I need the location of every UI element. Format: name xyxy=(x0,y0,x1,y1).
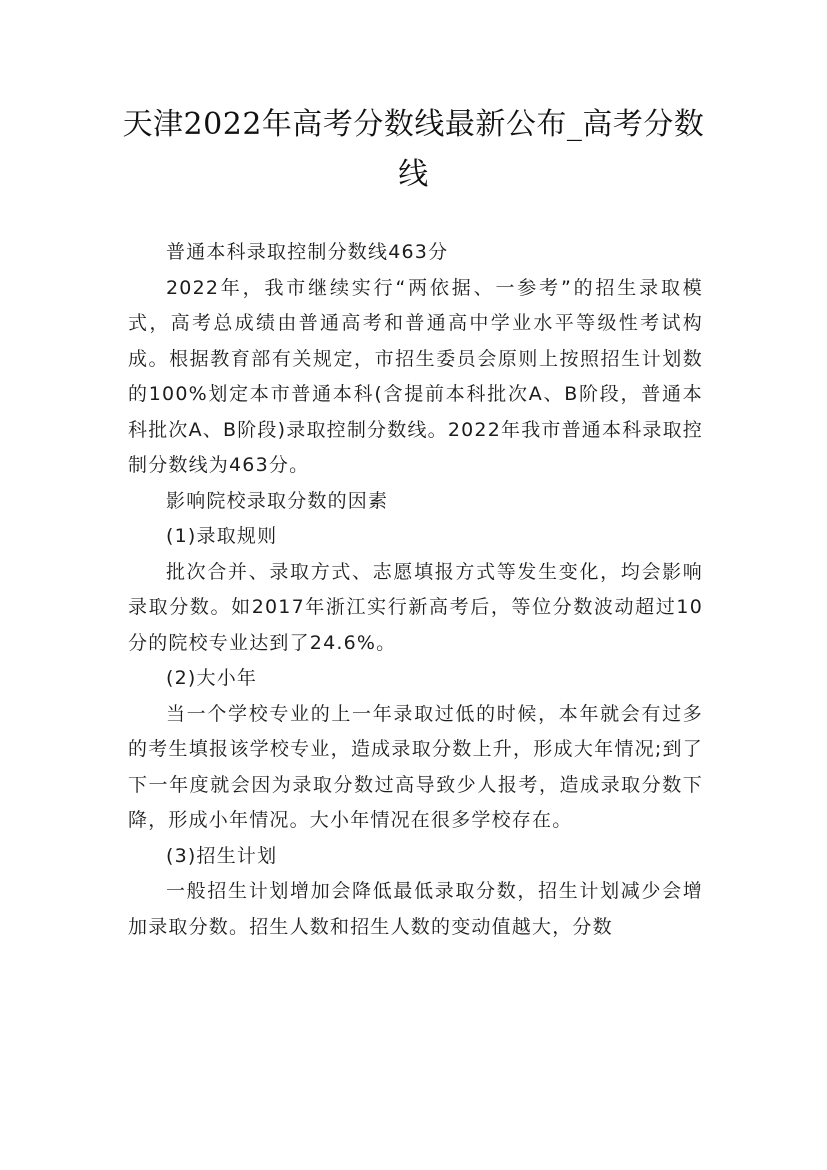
paragraph-admission-rules: 批次合并、录取方式、志愿填报方式等发生变化，均会影响录取分数。如2017年浙江实行新高考后，等位分数波动超过10分的院校专业达到了24.6%。 xyxy=(128,560,703,654)
paragraph-score-line: 普通本科录取控制分数线463分 xyxy=(166,241,449,263)
subheading-enrollment-plan: (3)招生计划 xyxy=(166,844,278,867)
document-title: 天津2022年高考分数线最新公布_高考分数线 xyxy=(122,107,705,192)
paragraph-big-small-year: 当一个学校专业的上一年录取过低的时候，本年就会有过多的考生填报该学校专业，造成录取分数上升，形成大年情况;到了下一年度就会因为录取分数过高导致少人报考，造成录取分数下降，形成小年情况。大小年情况在很多学校存在。 xyxy=(128,702,703,831)
subheading-admission-rules: (1)录取规则 xyxy=(166,525,278,547)
section-heading-factors: 影响院校录取分数的因素 xyxy=(166,489,389,512)
paragraph-enrollment-plan: 一般招生计划增加会降低最低录取分数，招生计划减少会增加录取分数。招生人数和招生人数的变动值越大，分数 xyxy=(128,880,703,938)
subheading-big-small-year: (2)大小年 xyxy=(166,667,258,689)
paragraph-admission-policy: 2022年，我市继续实行“两依据、一参考”的招生录取模式，高考总成绩由普通高考和普通高中学业水平等级性考试构成。根据教育部有关规定，市招生委员会原则上按照招生计划数的100%划定本市普通本科(含提前本科批次A、B阶段，普通本科批次A、B阶段)录取控制分数线。2022年我市普通本科录取控制分数线为463分。 xyxy=(128,276,703,476)
document-body xyxy=(128,235,703,945)
